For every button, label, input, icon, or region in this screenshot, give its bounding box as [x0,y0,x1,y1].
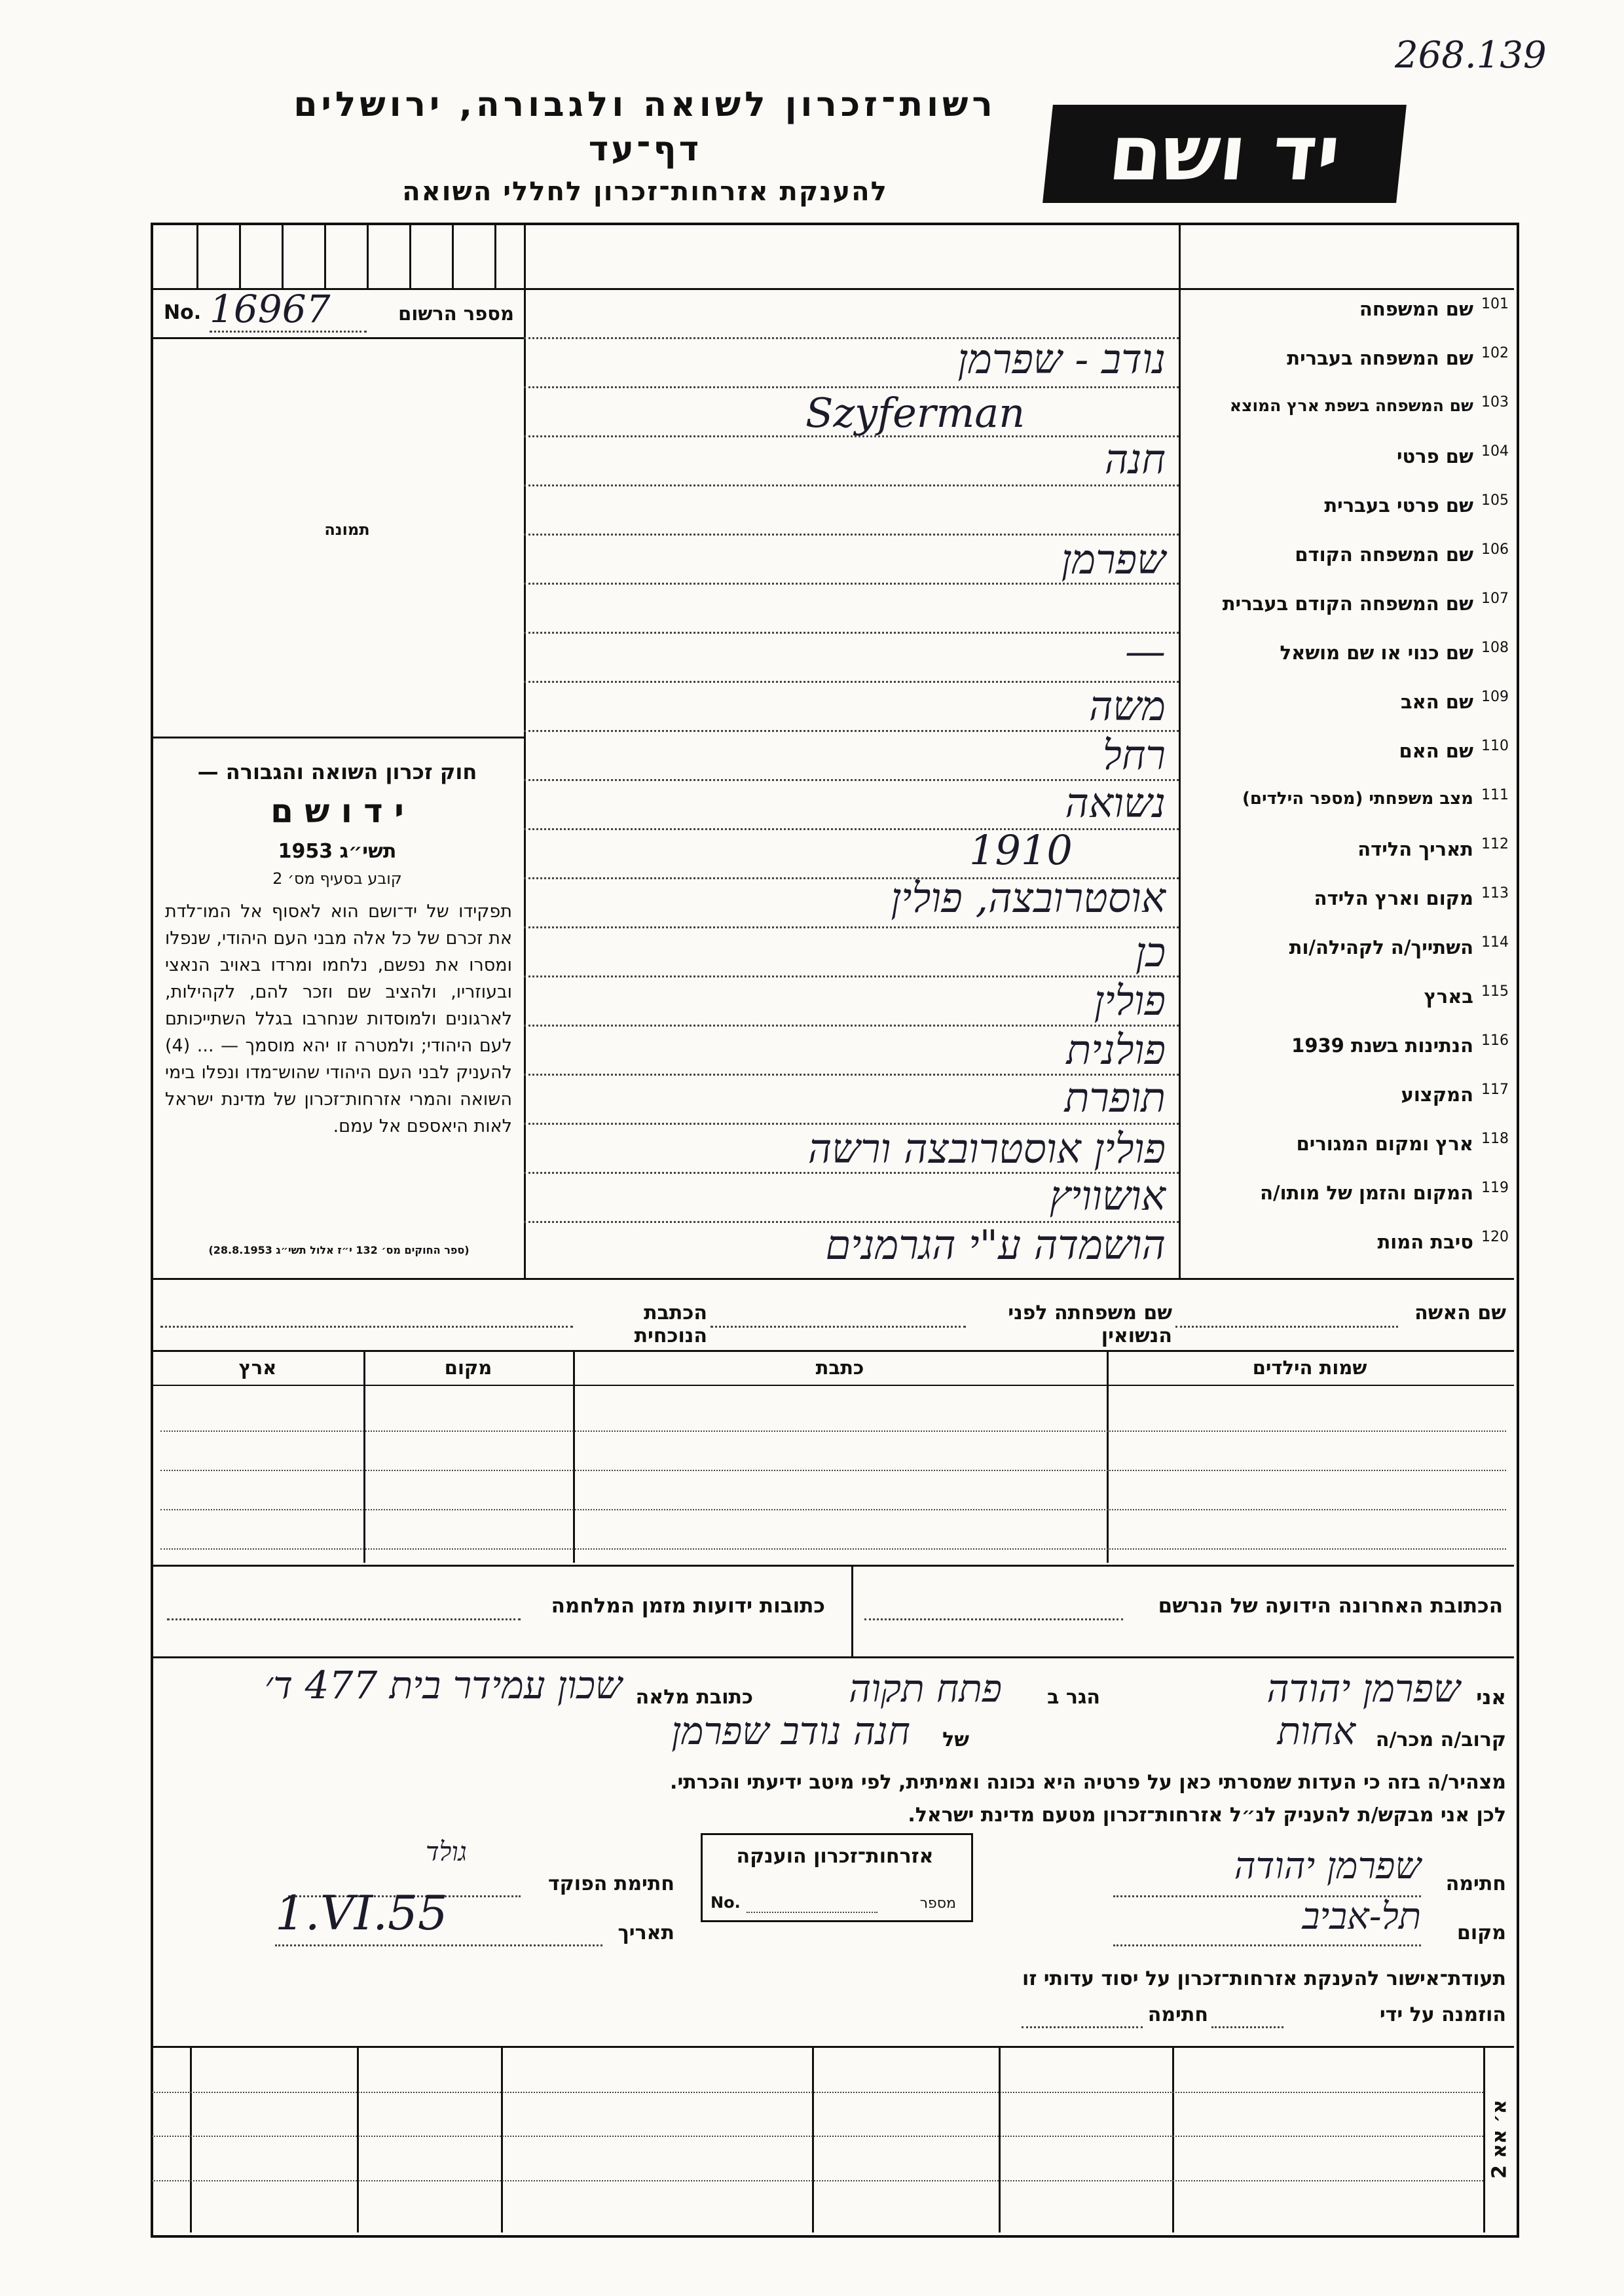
label-113: מקום וארץ הלידה [1314,887,1473,909]
field-num-117: 117 [1481,1082,1509,1098]
children-header-bottom [152,1385,1514,1386]
resides-value: פתח תקוה [849,1666,1002,1711]
value-120: הושמדה ע"י הגרמנים [825,1221,1166,1269]
date-label: תאריך [618,1922,674,1944]
current-address-line [160,1326,573,1328]
digit-box-7 [452,223,454,288]
last-known-address-line [864,1618,1123,1620]
bottom-grid-col-4 [812,2046,814,2232]
field-num-113: 113 [1481,885,1509,902]
declaration-statement-2: לכן אני מבקש/ת להעניק לנ״ל אזרחות־זכרון מטעם מדינת ישראל. [908,1804,1506,1827]
label-117: המקצוע [1401,1084,1473,1106]
children-row-line-2 [160,1470,1506,1471]
value-104: חנה [1104,435,1166,483]
label-111: מצב משפחתי (מספר הילדים) [1242,789,1473,809]
registration-label: מספר הרשום [398,302,514,325]
label-115: בארץ [1424,985,1473,1008]
row-line-102 [524,386,1179,388]
label-109: שם האב [1400,691,1473,713]
date-value: 1.VI.55 [275,1886,448,1941]
bottom-grid-col-5 [999,2046,1001,2232]
children-header-names: שמות הילדים [1252,1357,1367,1379]
law-text: תפקידו של יד־ושם הוא לאסוף אל המו־לדת את זכרם של כל אלה מבני העם היהודי, שנפלו ומסרו את נפשם, נלחמו ומרדו באויב הנאצי ובעוזריו, ולהציב שם וזכר להם, לקהילות, לארגונים ולמוסדות שנחרבו בגלל השתייכותם לעם היהודי; ולמטרה זו יהא מוסמך — ... (4) להעניק לבני העם היהודי שהוש־מדו ונפלו בימי השואה והמרי אזרחות־זכרון של מדינת ישראל לאות היאספם אל עמם. [165,902,512,1137]
bottom-grid-col-1 [190,2046,192,2232]
declaration-statement-1: מצהיר/ה בזה כי העדות שמסרתי כאן על פרטיה היא נכונה ואמיתית, לפי מיטב ידיעתי והכרתי. [670,1771,1506,1794]
children-row-line-1 [160,1430,1506,1432]
of-label: של [942,1728,969,1751]
granted-box-title: אזרחות־זכרון הוענקה [736,1845,934,1868]
label-column-divider [1179,223,1181,1279]
bottom-grid-col-3 [501,2046,503,2232]
label-103: שם המשפחה בשפת ארץ המוצא [1229,396,1473,415]
place-label: מקום [1457,1922,1506,1944]
field-num-109: 109 [1481,689,1509,705]
label-119: המקום והזמן של מותו/ה [1260,1182,1473,1204]
certificate-signature-label: חתימה [1147,2003,1208,2026]
label-116: הנתינות בשנת 1939 [1291,1034,1473,1057]
declaration-i-label: אני [1476,1686,1506,1709]
digit-box-4 [324,223,326,288]
fields-section-bottom [152,1278,1514,1280]
law-clause: קובע בסעיף מס׳ 2 [272,869,402,888]
relation-label: קרוב/ה מכר/ה [1375,1728,1506,1751]
label-106: שם המשפחה הקודם [1295,543,1473,566]
field-num-111: 111 [1481,787,1509,803]
form-subtitle: להענקת אזרחות־זכרון לחללי השואה [402,177,888,207]
field-num-115: 115 [1481,983,1509,1000]
full-address-value: שכון עמידר בית 477 ד׳ [264,1663,622,1707]
left-column-divider [524,223,526,1279]
value-116: פולנית [1066,1026,1166,1074]
label-101: שם המשפחה [1359,298,1473,320]
field-num-118: 118 [1481,1131,1509,1147]
children-table-top [152,1350,1514,1352]
certificate-text-1: תעודת־אישור להענקת אזרחות־זכרון על יסוד עדותי זו [1022,1967,1506,1990]
wife-label: שם האשה [1414,1302,1506,1324]
digit-box-5 [367,223,369,288]
value-113: אוסטרובצה, פולין [891,874,1166,922]
label-104: שם פרטי [1396,445,1473,467]
officer-signature-value: גולד [426,1837,467,1867]
bottom-grid-top [152,2046,1514,2048]
field-num-106: 106 [1481,541,1509,558]
certificate-text-2: הוזמנה על ידי [1379,2003,1506,2026]
field-num-114: 114 [1481,934,1509,951]
value-115: פולין [1094,977,1166,1025]
last-known-address-label: הכתובת האחרונה הידועה של הנרשם [1158,1594,1503,1618]
digit-box-1 [196,223,198,288]
value-110: רחל [1102,731,1166,779]
of-value: חנה נודב שפרמן [671,1709,910,1753]
bottom-grid-row-3 [152,2180,1483,2181]
value-117: תופרת [1064,1074,1166,1121]
label-110: שם האם [1399,740,1473,762]
value-103: Szyferman [805,389,1025,437]
current-address-label: הכתבת הנוכחית [634,1302,707,1347]
officer-signature-label: חתימת הפוקד [548,1872,674,1895]
photo-label: תמונה [324,520,370,539]
declarant-name: שפרמן יהודה [1266,1666,1460,1711]
granted-box-number-line [747,1912,877,1913]
field-num-119: 119 [1481,1180,1509,1196]
children-col-divider-1 [363,1350,365,1563]
registration-number: 16967 [210,287,331,331]
law-year: תשי״ג 1953 [278,840,397,863]
maiden-name-line [710,1326,966,1328]
yad-vashem-logo: יד ושם [1043,105,1407,203]
row-line-104 [524,484,1179,486]
place-value: תל-אביב [1302,1895,1421,1938]
digit-box-3 [282,223,284,288]
law-heading: חוק זכרון השואה והגבורה — [197,759,477,784]
place-line [1113,1944,1421,1946]
field-num-110: 110 [1481,738,1509,754]
maiden-name-label: שם משפחתה לפני הנשואין [1008,1302,1172,1347]
top-strip-bottom-line [152,288,1514,290]
digit-box-2 [239,223,241,288]
children-header-place: מקום [444,1357,492,1379]
field-num-105: 105 [1481,492,1509,509]
law-name: י ד ו ש ם [270,792,404,830]
certificate-orderer-line [1211,2026,1283,2028]
resides-label: הגר ב [1047,1686,1100,1709]
bottom-grid-col-6 [1172,2046,1174,2232]
photo-box-bottom [152,737,524,738]
label-120: סיבת המות [1377,1231,1473,1253]
full-address-label: כתובת מלאה [635,1686,753,1709]
registration-number-line [210,331,367,333]
field-num-116: 116 [1481,1032,1509,1049]
value-106: שפרמן [1061,536,1166,583]
digit-box-6 [409,223,411,288]
children-col-divider-3 [1107,1350,1109,1563]
children-header-address: כתבת [815,1357,864,1379]
value-118: פולין אוסטרובצה ורשה [807,1125,1166,1173]
value-108: — [1125,627,1166,675]
field-num-120: 120 [1481,1229,1509,1245]
field-num-104: 104 [1481,443,1509,460]
label-107: שם המשפחה הקודם בעברית [1222,592,1473,615]
addresses-divider [851,1565,853,1656]
field-num-102: 102 [1481,345,1509,361]
bottom-vertical-stamp: א׳ אא 2 [1488,2100,1511,2179]
form-title: דף־עד [588,130,702,169]
digit-box-8 [494,223,496,288]
bottom-grid-col-7 [1483,2046,1485,2232]
children-row-line-4 [160,1548,1506,1550]
field-num-112: 112 [1481,836,1509,852]
field-num-107: 107 [1481,591,1509,607]
relation-value: אחות [1277,1709,1356,1753]
authority-title: רשות־זכרון לשואה ולגבורה, ירושלים [293,85,997,124]
label-114: השתייך/ה לקהילה/ות [1289,936,1473,958]
label-108: שם כנוי או שם מושאל [1280,642,1473,664]
granted-box-no: No. [710,1893,741,1912]
bottom-grid-col-2 [357,2046,359,2232]
certificate-signature-line [1022,2026,1143,2028]
law-footnote: (ספר החוקים מס׳ 132 י״ז אלול תשי״ג 28.8.1953) [208,1244,470,1256]
addresses-bottom [152,1656,1514,1658]
children-table-bottom [152,1565,1514,1567]
label-102: שם המשפחה בעברית [1287,347,1473,369]
registration-no-prefix: No. [164,301,202,324]
value-102: נודב - שפרמן [957,335,1166,383]
field-num-101: 101 [1481,296,1509,312]
wartime-address-line [167,1618,521,1620]
label-118: ארץ ומקום המגורים [1296,1133,1473,1155]
signature-value: שפרמן יהודה [1234,1845,1421,1887]
bottom-grid-row-2 [152,2136,1483,2137]
granted-box-number-label: מספר [919,1895,956,1912]
signature-label: חתימה [1445,1872,1506,1895]
label-112: תאריך הלידה [1357,838,1473,860]
wartime-address-label: כתובות ידועות מזמן המלחמה [551,1594,825,1618]
corner-archive-number: 268.139 [1395,34,1547,77]
wife-line [1175,1326,1398,1328]
registration-box-bottom [152,337,524,339]
bottom-grid-row-1 [152,2092,1483,2093]
children-row-line-3 [160,1509,1506,1510]
value-114: כן [1135,928,1166,976]
field-num-108: 108 [1481,640,1509,656]
children-col-divider-2 [573,1350,575,1563]
children-header-country: ארץ [238,1357,277,1379]
field-num-103: 103 [1481,394,1509,410]
date-line [275,1944,602,1946]
value-112: 1910 [969,826,1073,874]
value-111: נשואה [1065,779,1166,827]
label-105: שם פרטי בעברית [1324,494,1473,517]
value-109: משה [1089,682,1166,730]
value-119: אושוויץ [1049,1172,1166,1220]
